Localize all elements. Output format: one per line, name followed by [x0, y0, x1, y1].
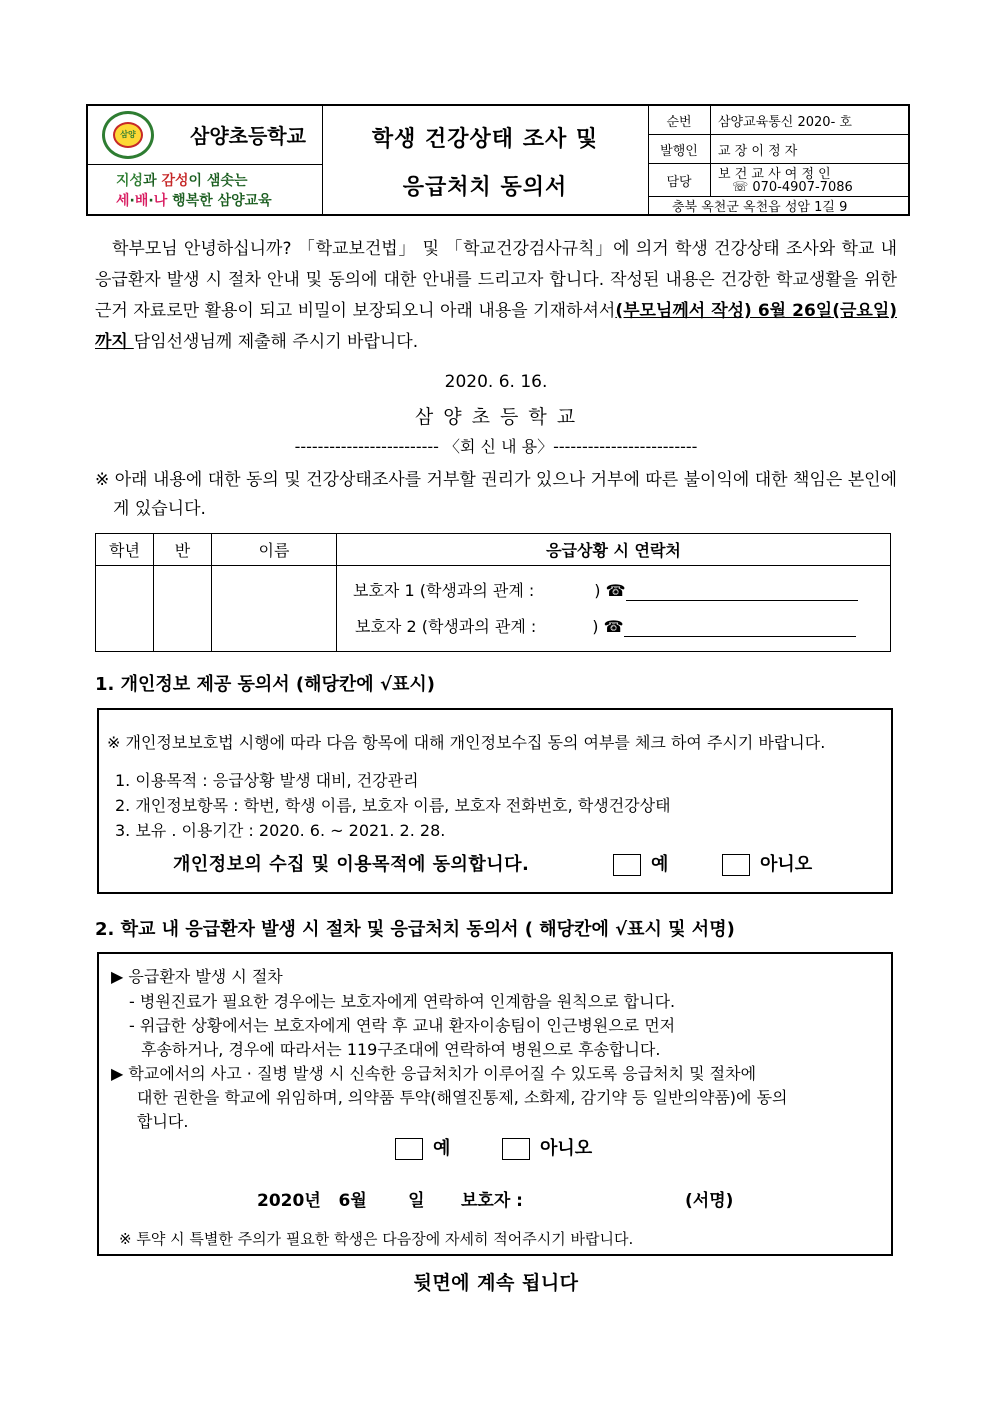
delegation-item-line-2: 대한 권한을 학교에 위임하며, 의약품 투약(해열진통제, 소화제, 감기약 등 일반의약품)에 동의 [137, 1088, 788, 1107]
header-class: 반 [154, 534, 212, 566]
section-2-box [97, 952, 893, 1256]
continued-footer: 뒷면에 계속 됩니다 [413, 1272, 579, 1294]
signature-field[interactable]: (서명) [685, 1191, 734, 1211]
deadline-text: (부모님께서 작성) 6월 26일(금요일)까지 [95, 301, 898, 352]
phone-icon: ☎ [605, 581, 626, 600]
emergency-yes-option[interactable]: 예 [395, 1134, 450, 1160]
bullet-icon: ▶ [111, 967, 124, 986]
info-row-serial: 순번 삼양교육통신 2020- 호 [648, 106, 910, 135]
privacy-yes-option[interactable]: 예 [613, 850, 668, 876]
slogan-line-2: 세·배·나 행복한 삼양교육 [116, 193, 272, 209]
sign-date: 2020년 6월 일 [257, 1191, 425, 1211]
procedure-sub-1: - 병원진료가 필요한 경우에는 보호자에게 연락하여 인계함을 원칙으로 합니다. [129, 992, 676, 1011]
logo-emblem: 삼양 [113, 122, 143, 148]
grade-field[interactable] [96, 566, 154, 652]
school-signature: 삼 양 초 등 학 교 [414, 406, 578, 428]
bullet-icon: ▶ [111, 1064, 124, 1083]
slogan-line-1: 지성과 감성이 샘솟는 [116, 173, 248, 189]
document-header [86, 104, 910, 216]
guardian-sign-label: 보호자 : [461, 1191, 523, 1211]
privacy-item-3: 3. 보유 . 이용기간 : 2020. 6. ~ 2021. 2. 28. [115, 821, 446, 840]
privacy-item-1: 1. 이용목적 : 응급상황 발생 대비, 건강관리 [115, 771, 419, 790]
header-emergency-contact: 응급상황 시 연락처 [337, 534, 891, 566]
guardian-name-field[interactable] [547, 1186, 677, 1206]
procedure-sub-2a: - 위급한 상황에서는 보호자에게 연락 후 교내 환자이송팀이 인근병원으로 먼저 [129, 1016, 676, 1035]
emergency-no-checkbox[interactable] [502, 1138, 530, 1160]
emergency-procedure-item: ▶ 응급환자 발생 시 절차 [111, 967, 283, 986]
school-name-cell [88, 106, 322, 165]
emergency-yes-checkbox[interactable] [395, 1138, 423, 1160]
document-title-line-2: 응급처치 동의서 [402, 175, 568, 200]
privacy-no-checkbox[interactable] [722, 854, 750, 876]
emergency-no-option[interactable]: 아니오 [502, 1134, 592, 1160]
issue-date: 2020. 6. 16. [444, 372, 548, 392]
name-field[interactable] [212, 566, 337, 652]
title-cell [322, 106, 649, 214]
header-grade: 학년 [96, 534, 154, 566]
header-name: 이름 [212, 534, 337, 566]
privacy-agree-text: 개인정보의 수집 및 이용목적에 동의합니다. [173, 854, 530, 875]
school-name: 삼양초등학교 [190, 124, 306, 148]
intro-paragraph: 학부모님 안녕하십니까? 「학교보건법」 및 「학교건강검사규칙」에 의거 학생 건강상태 조사와 학교 내 응급환자 발생 시 절차 안내 및 동의에 대한 안내를 드리고자 합니다. 작성된 내용은 건강한 학교생활을 위한 근거 자료로만 활용이 되고 비밀이 보장되오니 아래 내용을 기재하셔서(부모님께서 작성) 6월 26일(금요일)까지 담임선생님께 제출해 주시기 바랍니다. [95, 239, 898, 352]
guardian-2-row[interactable]: 보호자 2 (학생과의 관계 : ) ☎ [355, 614, 856, 637]
medication-note: ※ 투약 시 특별한 주의가 필요한 학생은 다음장에 자세히 적어주시기 바랍니다. [119, 1230, 634, 1248]
privacy-no-option[interactable]: 아니오 [722, 850, 812, 876]
procedure-sub-2b: 후송하거나, 경우에 따라서는 119구조대에 연락하여 병원으로 후송합니다. [141, 1040, 661, 1059]
privacy-yes-checkbox[interactable] [613, 854, 641, 876]
section-2-title: 2. 학교 내 응급환자 발생 시 절차 및 응급처치 동의서 ( 해당칸에 √표시 및 서명) [95, 919, 735, 940]
school-logo-icon [102, 111, 154, 159]
school-cell [88, 106, 323, 214]
reply-divider: ------------------------- 〈회 신 내 용〉------------------------- [294, 437, 698, 456]
section-1-box [97, 708, 893, 894]
section-1-title: 1. 개인정보 제공 동의서 (해당칸에 √표시) [95, 674, 435, 695]
privacy-item-2: 2. 개인정보항목 : 학번, 학생 이름, 보호자 이름, 보호자 전화번호, 학생건강상태 [115, 796, 671, 815]
privacy-notice: ※ 개인정보보호법 시행에 따라 다음 항목에 대해 개인정보수집 동의 여부를 체크 하여 주시기 바랍니다. [107, 733, 826, 752]
info-row-address: 충북 옥천군 옥천읍 성암 1길 9 [672, 200, 848, 215]
phone-icon: ☎ [603, 617, 624, 636]
guardian-2-phone-field[interactable] [624, 620, 856, 637]
guardian-1-phone-field[interactable] [626, 584, 858, 601]
student-info-table [95, 533, 891, 652]
refusal-notice: ※ 아래 내용에 대한 동의 및 건강상태조사를 거부할 권리가 있으나 거부에 따른 불이익에 대한 책임은 본인에게 있습니다. [95, 470, 897, 519]
info-row-publisher: 발행인 교 장 이 정 자 [648, 135, 910, 164]
contact-cell [337, 566, 891, 652]
info-row-contact: 담당 보 건 교 사 여 정 인 ☏ 070-4907-7086 [648, 164, 910, 197]
class-field[interactable] [154, 566, 212, 652]
delegation-item-line-3: 합니다. [137, 1112, 189, 1131]
info-cell [648, 106, 910, 214]
document-title-line-1: 학생 건강상태 조사 및 [371, 127, 599, 152]
delegation-item-line-1: ▶ 학교에서의 사고 · 질병 발생 시 신속한 응급처치가 이루어질 수 있도록 응급처치 및 절차에 [111, 1064, 757, 1083]
guardian-1-row[interactable]: 보호자 1 (학생과의 관계 : ) ☎ [353, 578, 858, 601]
